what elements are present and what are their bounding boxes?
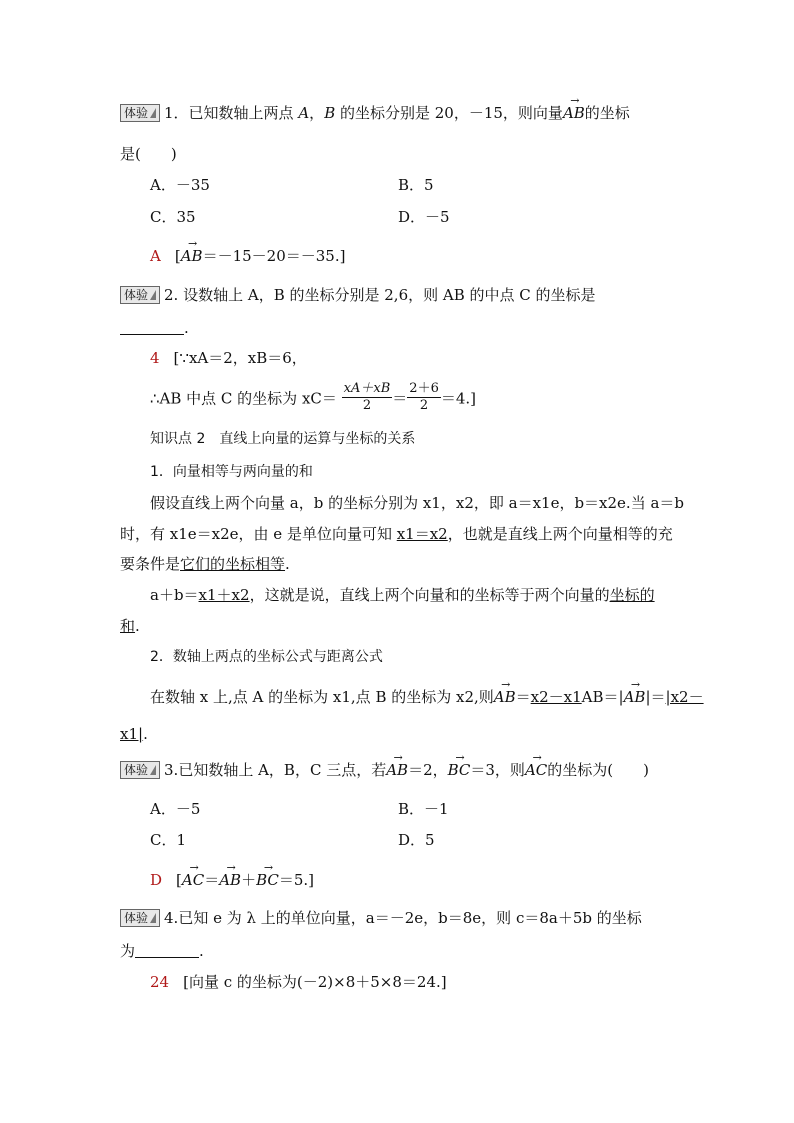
q2-blank (120, 320, 184, 335)
q2-solution-line2 (150, 383, 476, 416)
q2-stem-line1 (120, 284, 596, 306)
q4-sol-text: [向量 c 的坐标为(－2)×8＋5×8＝24.] (183, 973, 447, 991)
q1-stem-line1 (120, 102, 630, 124)
p3-text-d: |＝ (645, 688, 666, 706)
q3-sol-vector-ab: → AB (219, 869, 241, 891)
paragraph-1-line3 (120, 553, 290, 575)
q3-sol-vector-bc: → BC (256, 869, 279, 891)
subsection-2-title: 2．数轴上两点的坐标公式与距离公式 (150, 649, 383, 665)
q3-text-c: ＝3，则 (470, 761, 525, 779)
q2-stem-line2 (120, 317, 189, 339)
paragraph-2-line1 (150, 584, 655, 606)
q3-sol-equals: ＝ (204, 871, 220, 889)
q3-solution (150, 869, 314, 891)
p2-underlined-2: 坐标的 (609, 586, 655, 604)
q4-period: . (199, 942, 204, 960)
tiyan-badge: 体验 (120, 104, 160, 122)
p2-text-a: a＋b＝ (150, 586, 199, 604)
q2-text: 2. 设数轴上 A，B 的坐标分别是 2,6，则 AB 的中点 C 的坐标是 (164, 286, 596, 304)
q3-option-a: A．－5 (150, 800, 201, 818)
q3-vector-bc: → BC (448, 759, 471, 781)
q3-vector-ab: → AB (386, 759, 408, 781)
q3-stem (120, 759, 649, 781)
q4-solution (150, 971, 447, 993)
paragraph-2-line2 (120, 615, 140, 637)
q2-sol1: [∵xA＝2，xB＝6， (173, 349, 307, 367)
p1-l2-text-b: ，也就是直线上两个向量相等的充 (447, 525, 673, 543)
paragraph-1-line2 (120, 523, 673, 545)
q2-sol2-prefix: ∴AB 中点 C 的坐标为 xC＝ (150, 389, 337, 408)
paragraph-3-line1 (150, 686, 704, 708)
q1-stem-line2: 是( ) (120, 145, 177, 163)
q1-solution (150, 245, 345, 267)
fraction-2-numerator: 2＋6 (409, 381, 439, 396)
p3-period: . (143, 725, 148, 743)
p3-vector-ab: → AB (494, 686, 516, 708)
fraction-1-denominator: 2 (362, 398, 372, 413)
tiyan-badge: 体验 (120, 761, 160, 779)
p2-text-b: ，这就是说，直线上两个向量和的坐标等于两个向量的 (249, 586, 610, 604)
q3-option-d: D．5 (398, 831, 435, 849)
p3-equals: ＝ (515, 688, 531, 706)
tiyan-badge: 体验 (120, 909, 160, 927)
q3-sol-open: [ (176, 871, 182, 889)
p3-vector-ab-2: → AB (624, 686, 646, 708)
q2-sol2-end: ＝4.] (440, 389, 477, 408)
fraction-1 (342, 381, 393, 414)
p1-l2-text-a: 时，有 x1e＝x2e，由 e 是单位向量可知 (120, 525, 397, 543)
q1-option-c: C．35 (150, 208, 196, 226)
q4-answer: 24 (150, 973, 170, 991)
q1-sol-open: [ (174, 247, 181, 265)
q1-comma: ， (309, 104, 325, 122)
p2-underlined-3: 和 (120, 617, 136, 635)
q1-answer: A (150, 247, 161, 265)
q1-text-c: 的坐标 (584, 104, 630, 122)
q3-sol-end: ＝5.] (278, 871, 315, 889)
p2-underlined-1: x1＋x2 (198, 586, 250, 604)
q3-text-b: ＝2， (408, 761, 448, 779)
q4-text-a: 为 (120, 942, 136, 960)
q1-option-a: A．－35 (150, 176, 210, 194)
p3-text-a: 在数轴 x 上,点 A 的坐标为 x1,点 B 的坐标为 x2,则 (150, 688, 494, 706)
q4-stem-line2 (120, 940, 204, 962)
tiyan-badge: 体验 (120, 286, 160, 304)
subsection-1-title: 1．向量相等与两向量的和 (150, 464, 313, 480)
q4-text: 4.已知 e 为 λ 上的单位向量，a＝－2e，b＝8e，则 c＝8a＋5b 的坐标 (164, 909, 642, 927)
q1-sol-vector-ab: → AB (181, 245, 203, 267)
q1-point-b: B (324, 104, 336, 122)
paragraph-1-line1: 假设直线上两个向量 a，b 的坐标分别为 x1，x2，即 a＝x1e，b＝x2e.当 a＝b (150, 494, 685, 512)
p3-text-c: AB＝| (581, 688, 624, 706)
q1-option-d: D．－5 (398, 208, 450, 226)
p1-l2-underlined: x1＝x2 (396, 525, 448, 543)
p3-underlined-3: x1| (120, 725, 144, 743)
fraction-2 (407, 381, 441, 414)
q3-option-c: C．1 (150, 831, 187, 849)
q3-text-d: 的坐标为( ) (547, 761, 649, 779)
q3-sol-plus: ＋ (241, 871, 257, 889)
q1-sol-text: ＝－15－20＝－35.] (202, 247, 346, 265)
p2-period: . (135, 617, 140, 635)
q1-vector-ab: → AB (563, 102, 585, 124)
q1-point-a: A (298, 104, 310, 122)
q1-text-a: 1．已知数轴上两点 (164, 104, 299, 122)
q1-option-b: B．5 (398, 176, 434, 194)
q4-blank (135, 943, 199, 958)
q3-answer: D (150, 871, 163, 889)
p1-l3-text-a: 要条件是 (120, 555, 181, 573)
q3-sol-vector-ac: → AC (182, 869, 204, 891)
q3-text-a: 3.已知数轴上 A，B，C 三点，若 (164, 761, 387, 779)
p1-l3-underlined: 它们的坐标相等 (180, 555, 286, 573)
section-title: 知识点 2 直线上向量的运算与坐标的关系 (150, 431, 416, 447)
q2-answer: 4 (150, 349, 160, 367)
q4-stem-line1 (120, 907, 642, 929)
q1-text-b: 的坐标分别是 20，－15，则向量 (335, 104, 563, 122)
q2-solution-line1 (150, 347, 307, 369)
q2-period: . (184, 319, 189, 337)
paragraph-3-line2 (120, 723, 148, 745)
p1-l3-text-b: . (285, 555, 290, 573)
p3-underlined-2: |x2－ (665, 688, 704, 706)
p3-underlined-1: x2－x1 (530, 688, 582, 706)
q3-option-b: B．－1 (398, 800, 449, 818)
fraction-2-denominator: 2 (419, 398, 429, 413)
q2-equals: ＝ (392, 389, 408, 408)
q3-vector-ac: → AC (525, 759, 547, 781)
fraction-1-numerator: xA＋xB (343, 381, 391, 396)
